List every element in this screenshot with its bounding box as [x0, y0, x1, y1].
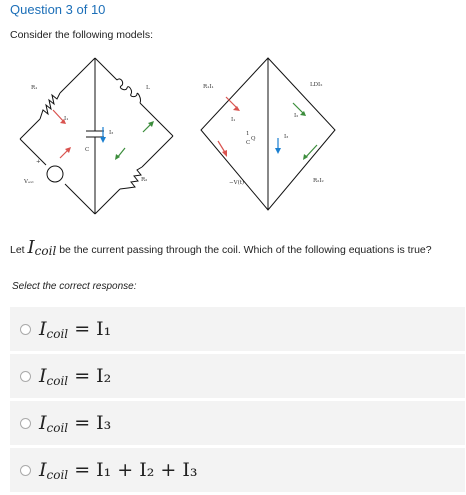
label-r1i1: R₁I₁ [203, 84, 214, 90]
left-circuit-model [20, 58, 173, 214]
left-labels [23, 85, 150, 185]
label-l: L [146, 85, 150, 91]
label-cap-num: 1 [246, 131, 250, 137]
label-i3-right: I₃ [284, 134, 289, 140]
label-neg-v: −V(t) [229, 180, 245, 186]
label-cap-q: Q [251, 136, 256, 142]
question-title: Question 3 of 10 [10, 2, 106, 17]
option-equation: $I_{coil} = I_1$ [39, 317, 112, 341]
option-equation: $I_{coil} = I_3$ [39, 411, 112, 435]
radio-button[interactable] [20, 371, 31, 382]
statement-symbol: $I_{coil}$ [27, 237, 57, 258]
right-circuit-model [201, 58, 335, 210]
radio-button[interactable] [20, 324, 31, 335]
question-statement [10, 237, 432, 258]
statement-let: Let [10, 244, 25, 256]
label-i1-right: I₁ [231, 117, 236, 123]
label-ldi2: LDI₂ [310, 82, 323, 88]
label-vext: Vₑₓₜ [24, 179, 34, 185]
label-i1-left: I₁ [64, 116, 69, 122]
label-cap-den: C [246, 140, 251, 146]
label-r2-left: R₂ [141, 177, 148, 183]
radio-button[interactable] [20, 418, 31, 429]
answer-option-3[interactable] [10, 401, 465, 445]
label-i2-right: I₂ [294, 113, 299, 119]
answer-option-2[interactable] [10, 354, 465, 398]
label-r2i2: R₂I₂ [313, 178, 324, 184]
label-c: C [85, 147, 90, 153]
select-response-label: Select the correct response: [12, 281, 137, 292]
question-prompt: Consider the following models: [10, 29, 153, 41]
label-i3-left: I₃ [109, 130, 114, 136]
radio-button[interactable] [20, 465, 31, 476]
circuit-diagram [0, 48, 466, 228]
answer-option-1[interactable] [10, 307, 465, 351]
right-labels [203, 82, 324, 186]
label-plus: + [36, 159, 41, 165]
statement-rest: be the current passing through the coil. Which of the following equations is true? [59, 244, 432, 256]
label-r1: R₁ [31, 85, 38, 91]
option-equation: $I_{coil} = I_2$ [39, 364, 112, 388]
answer-option-4[interactable] [10, 448, 465, 492]
option-equation: $I_{coil} = I_1 + I_2 + I_3$ [39, 458, 198, 482]
